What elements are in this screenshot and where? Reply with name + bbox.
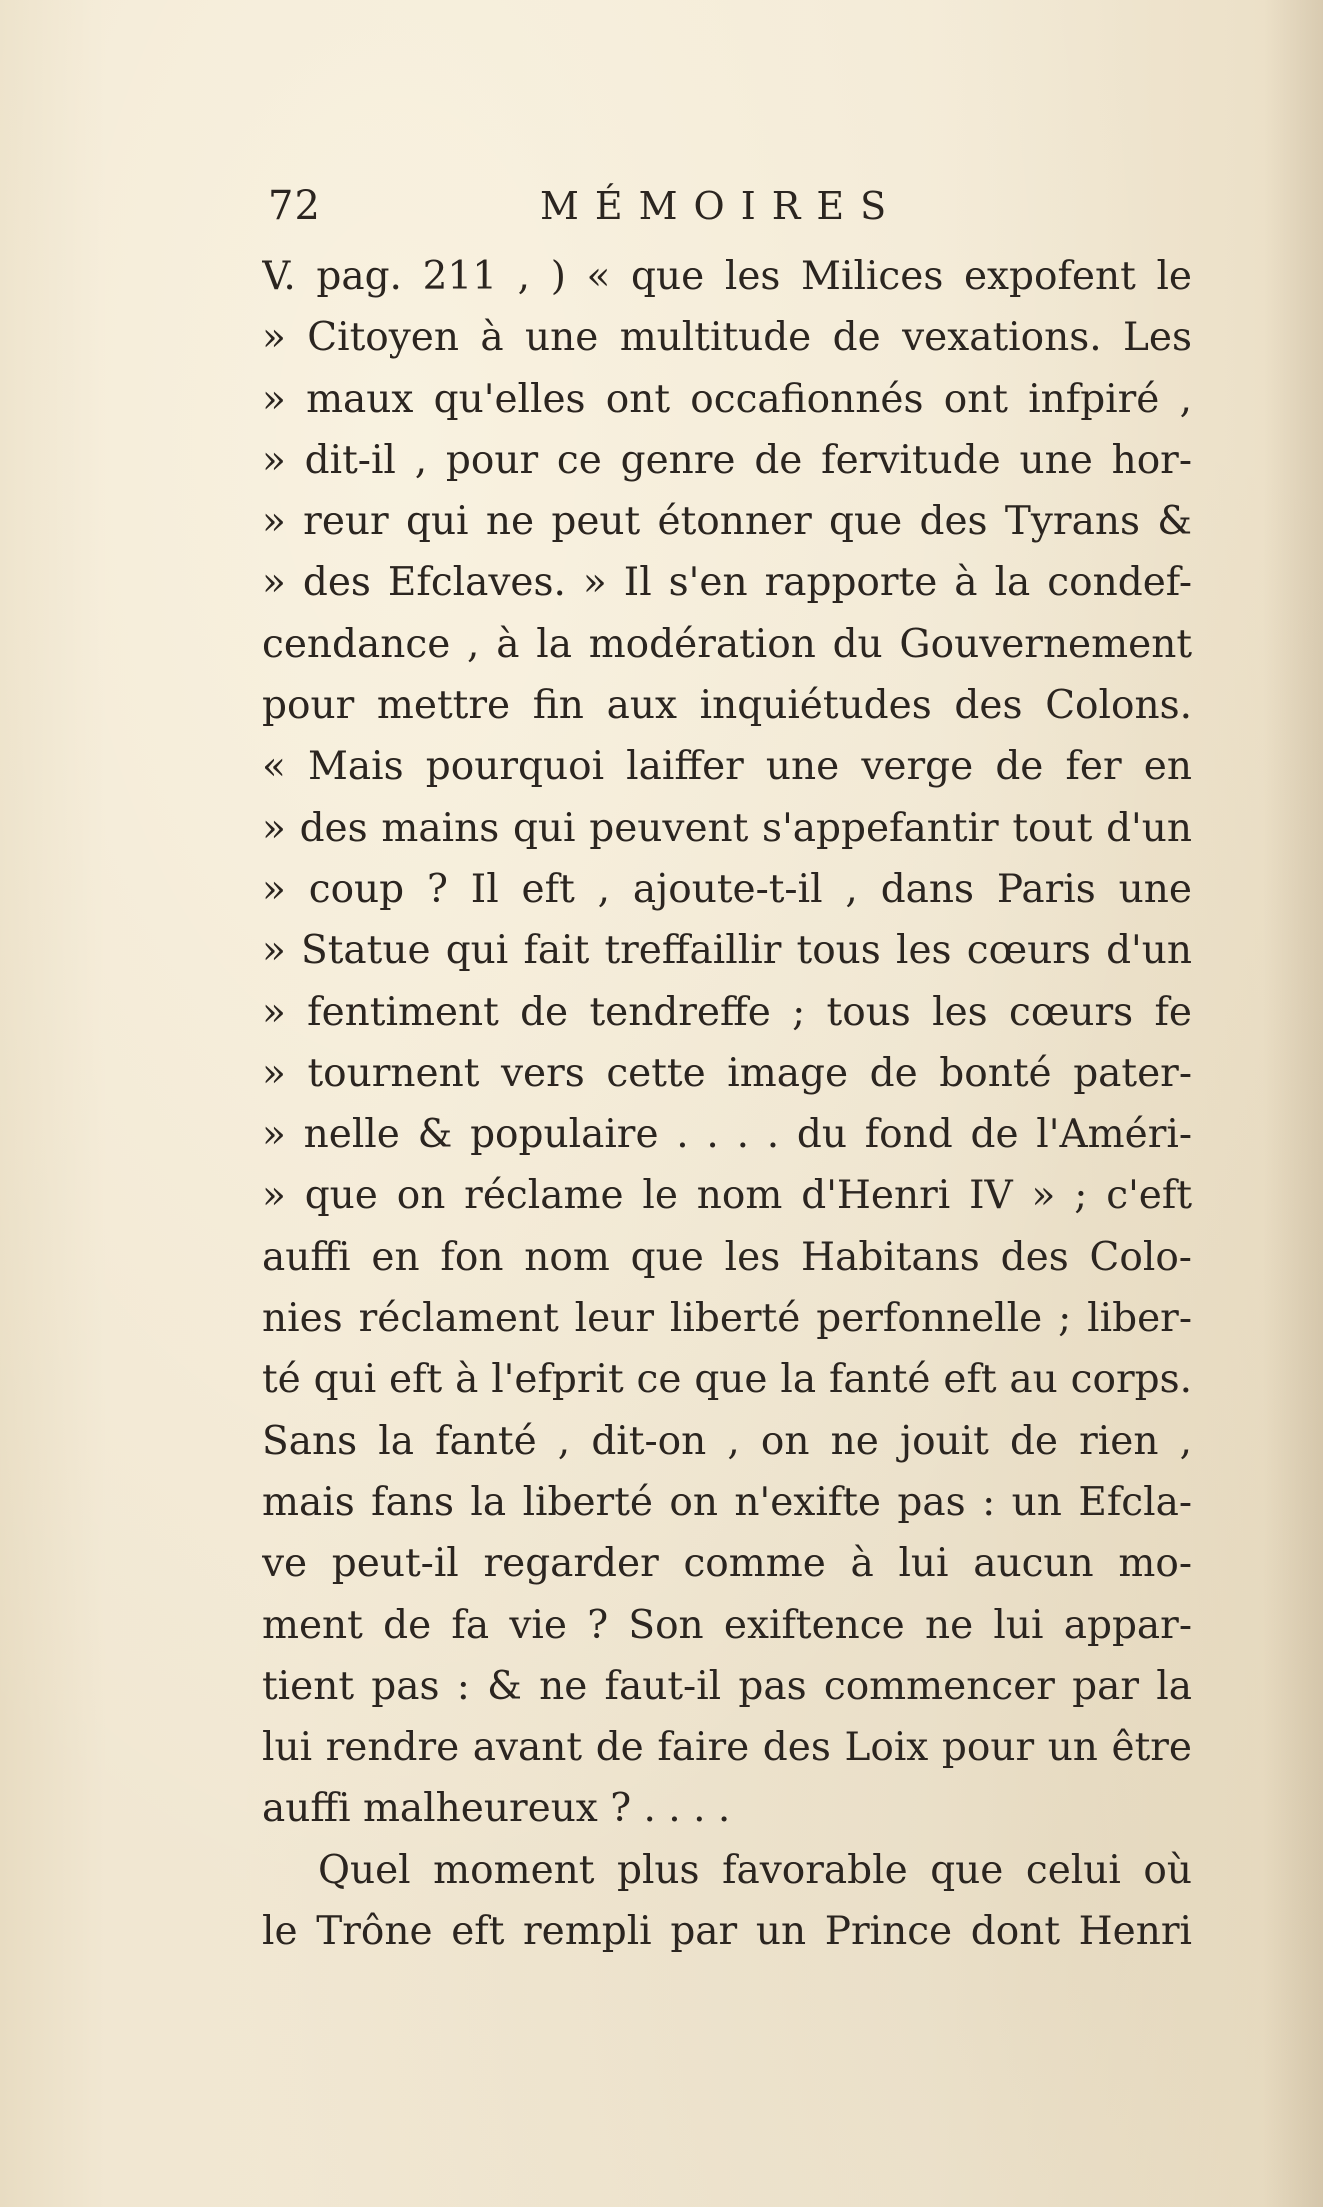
text-line: ment de fa vie ? Son exiftence ne lui appar-	[262, 1602, 1192, 1648]
text-line: le Trône eft rempli par un Prince dont Henri	[262, 1909, 1192, 1955]
text-line: tient pas : & ne faut-il pas commencer par la	[262, 1663, 1192, 1709]
text-line: auffi en fon nom que les Habitans des Colo-	[262, 1234, 1192, 1280]
text-line: » dit-il , pour ce genre de fervitude une hor-	[262, 437, 1192, 483]
text-line: » fentiment de tendreffe ; tous les cœurs fe	[262, 989, 1192, 1035]
text-line: ve peut-il regarder comme à lui aucun mo-	[262, 1541, 1192, 1587]
running-head	[268, 176, 948, 236]
text-line: mais fans la liberté on n'exifte pas : un Efcla-	[262, 1479, 1192, 1525]
text-line: té qui eft à l'efprit ce que la fanté eft au corps.	[262, 1357, 1192, 1403]
text-line: « Mais pourquoi laiffer une verge de fer en	[262, 744, 1192, 790]
paragraph-first-line: Quel moment plus favorable que celui où	[318, 1847, 1192, 1893]
text-line: » Statue qui fait treffaillir tous les cœurs d'un	[262, 928, 1192, 974]
text-line: » nelle & populaire . . . . du fond de l'Améri-	[262, 1112, 1192, 1158]
text-line: Sans la fanté , dit-on , on ne jouit de rien ,	[262, 1418, 1192, 1464]
text-line: pour mettre fin aux inquiétudes des Colons.	[262, 683, 1192, 729]
text-line: » que on réclame le nom d'Henri IV » ; c'eft	[262, 1173, 1192, 1219]
text-line: » maux qu'elles ont occafionnés ont infpiré ,	[262, 376, 1192, 422]
text-line: cendance , à la modération du Gouvernement	[262, 621, 1192, 667]
text-line: » coup ? Il eft , ajoute-t-il , dans Paris une	[262, 866, 1192, 912]
text-line: auffi malheureux ? . . . .	[262, 1786, 731, 1832]
text-line: » des Efclaves. » Il s'en rapporte à la condef-	[262, 560, 1192, 606]
text-line: V. pag. 211 , ) « que les Milices expofent le	[262, 254, 1192, 299]
running-title: MÉMOIRES	[540, 184, 903, 228]
page-number: 72	[268, 183, 321, 229]
text-line: » des mains qui peuvent s'appefantir tout d'un	[262, 805, 1192, 851]
spine-shadow	[1263, 0, 1323, 2207]
text-line: nies réclament leur liberté perfonnelle ; liber-	[262, 1296, 1192, 1342]
text-line: » Citoyen à une multitude de vexations. Les	[262, 315, 1192, 361]
body-text	[262, 246, 1192, 1962]
text-line: » reur qui ne peut étonner que des Tyrans &	[262, 499, 1192, 545]
text-line: lui rendre avant de faire des Loix pour un être	[262, 1725, 1192, 1771]
text-line: » tournent vers cette image de bonté pater-	[262, 1050, 1192, 1096]
